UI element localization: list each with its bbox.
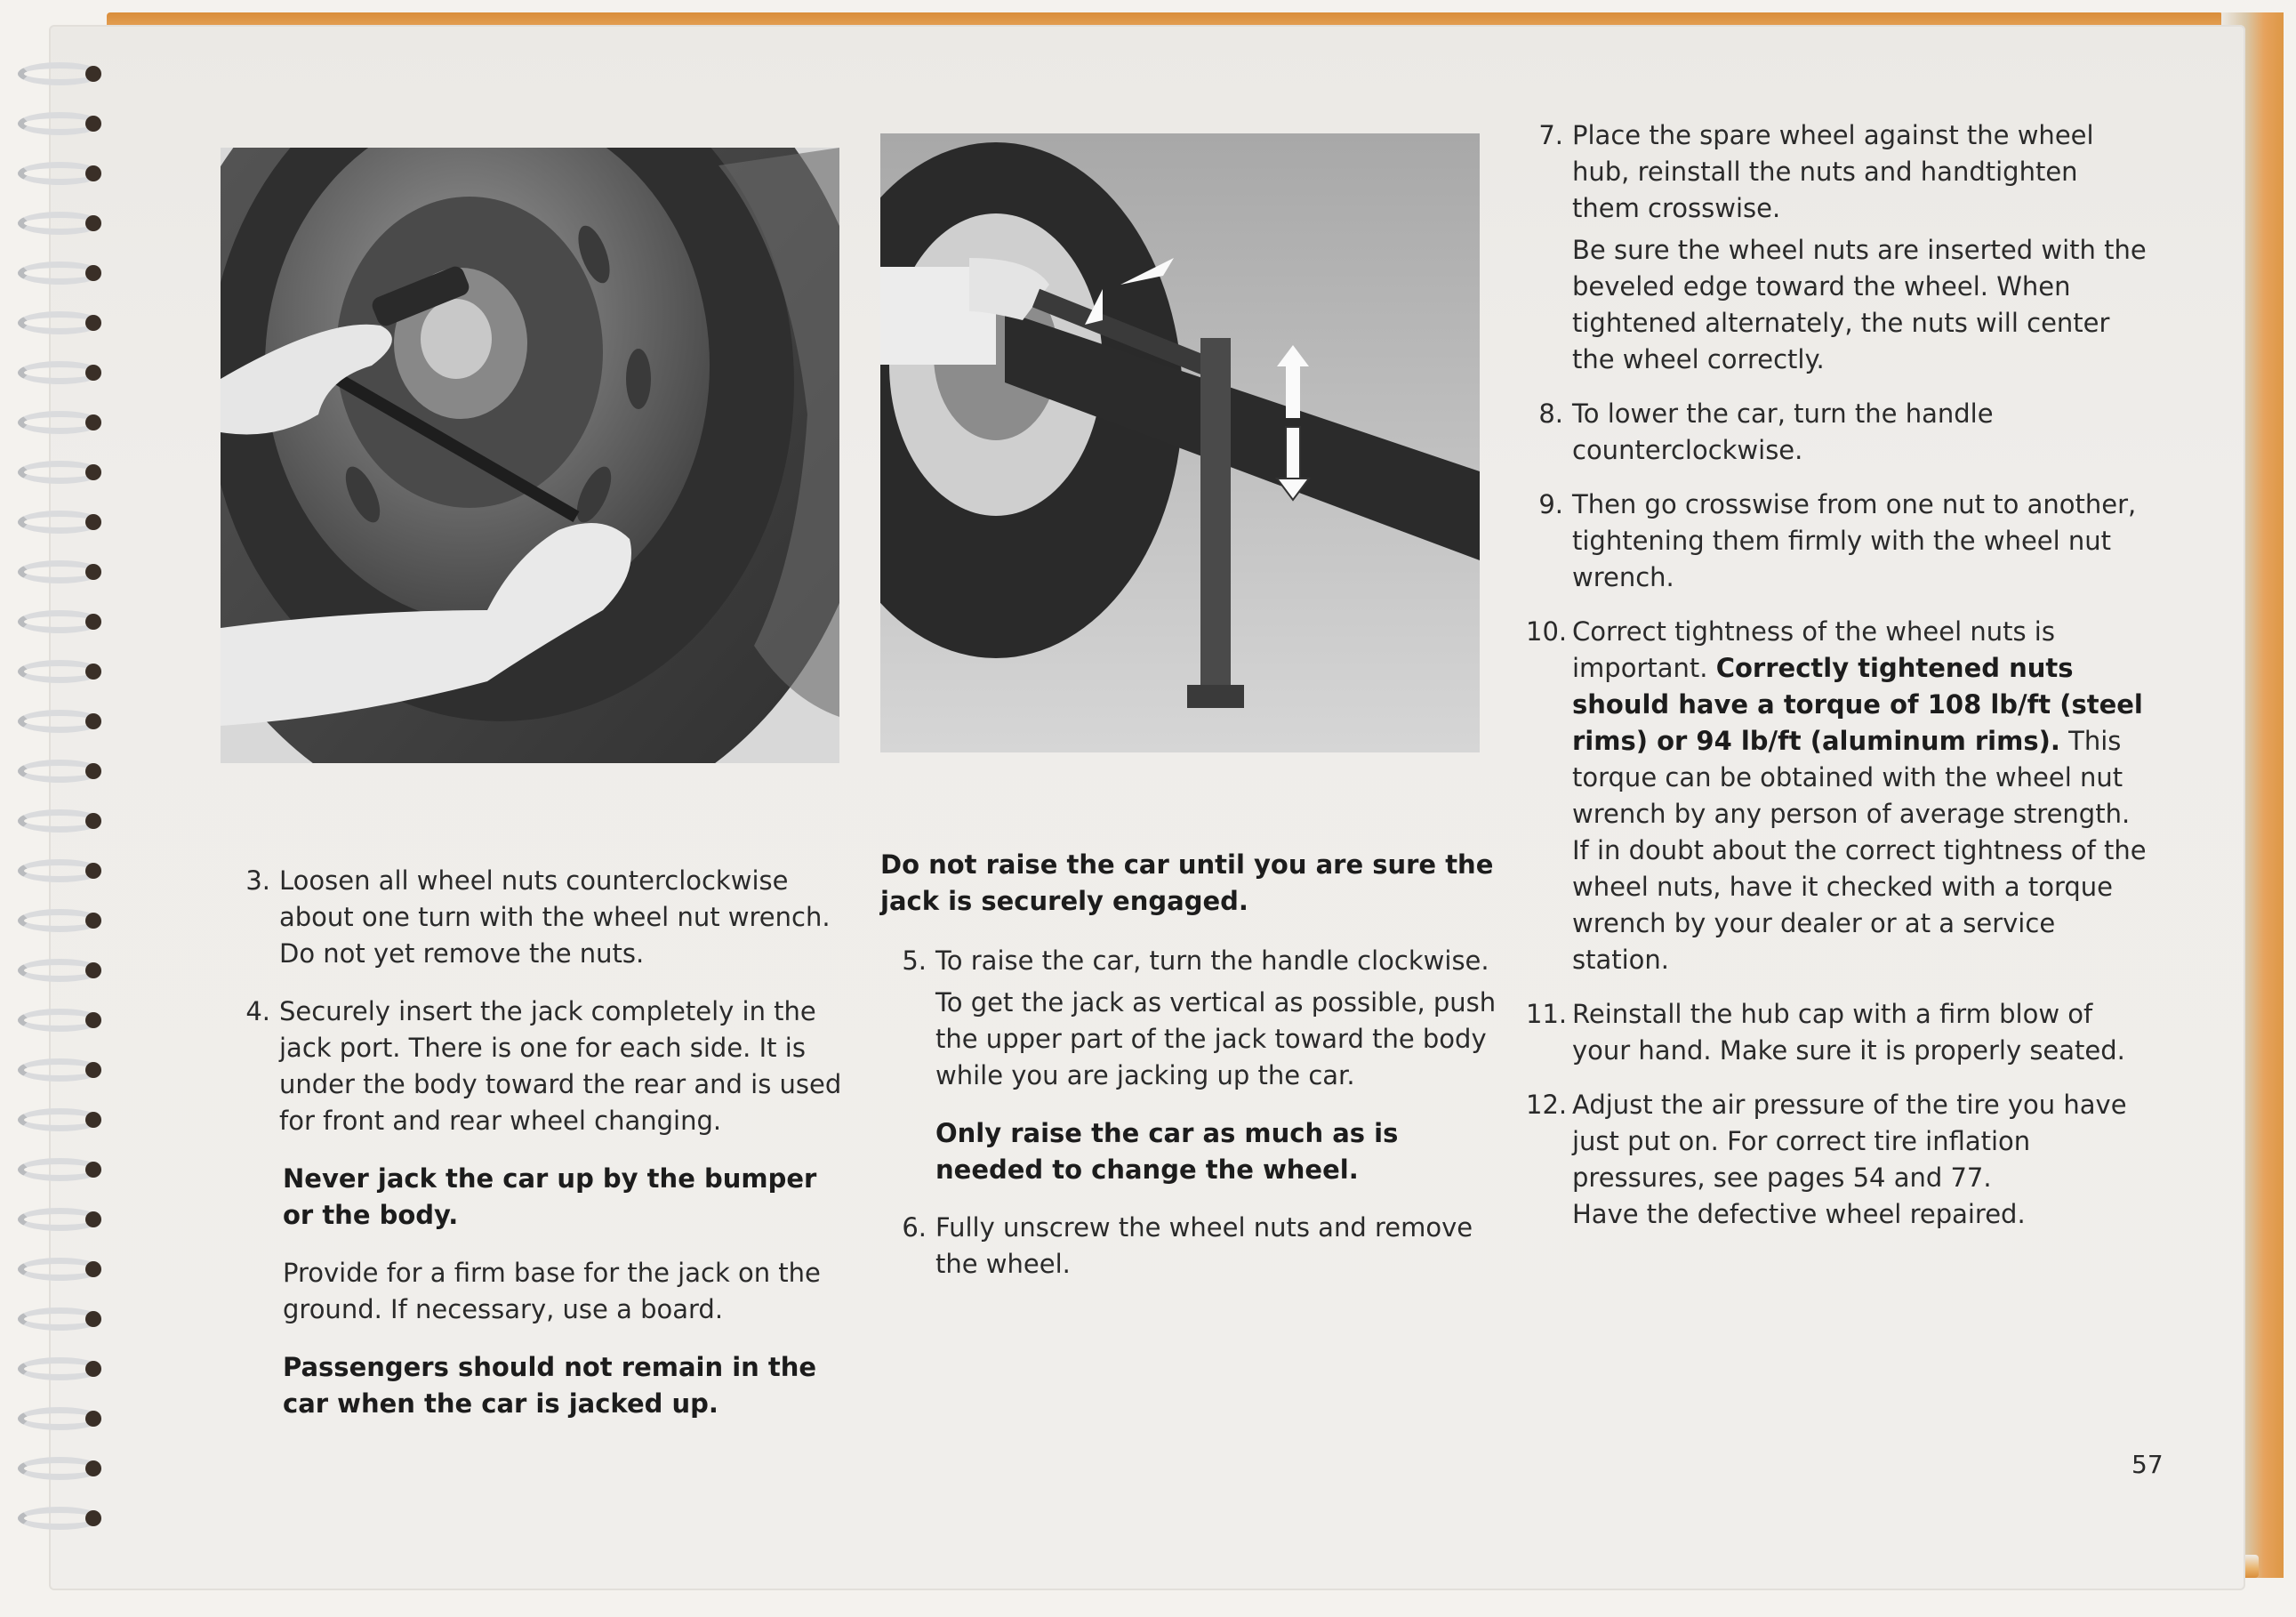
step-8 [1526,396,2148,469]
binding-hole [85,265,101,281]
binding-hole [85,1411,101,1427]
step-text: Fully unscrew the wheel nuts and remove the wheel. [935,1212,1473,1279]
step-text: Reinstall the hub cap with a firm blow of your hand. Make sure it is properly seated. [1572,999,2125,1066]
binding-hole [85,116,101,132]
binding-hole [85,813,101,829]
warning-bumper: Never jack the car up by the bumper or the body. [283,1163,817,1230]
photo-jack-handle [880,133,1480,752]
step-number: 8. [1538,398,1563,429]
binding-hole [85,315,101,331]
step-7 [1526,117,2148,227]
step-number: 9. [1538,489,1563,519]
binding-hole [85,1012,101,1028]
middle-column [880,847,1503,1283]
warning-passengers: Passengers should not remain in the car when the car is jacked up. [283,1352,817,1419]
binding-hole [85,215,101,231]
binding-hole [85,763,101,779]
binding-hole [85,664,101,680]
binding-hole [85,863,101,879]
step-12 [1526,1087,2148,1196]
binding-hole [85,1112,101,1128]
photo-jack-under-car [880,133,1480,752]
binding-hole [85,1162,101,1178]
binding-hole [85,1510,101,1526]
step-5 [889,943,1503,979]
step-number: 6. [902,1212,927,1243]
binding-hole [85,1311,101,1327]
binding-hole [85,1062,101,1078]
step-7-note: Be sure the wheel nuts are inserted with the beveled edge toward the wheel. When tightened alternately, the nuts will center the wheel correctly. [1572,235,2147,374]
binding-hole [85,1361,101,1377]
photo-wheel-wrench [221,148,839,763]
binding-hole [85,514,101,530]
left-column [233,863,855,1422]
binding-hole [85,1261,101,1277]
step-number: 10. [1526,616,1568,647]
binding-hole [85,614,101,630]
warning-engaged: Do not raise the car until you are sure the jack is securely engaged. [880,849,1494,916]
right-column [1526,117,2148,1233]
spiral-binding [0,62,124,1592]
step-number: 7. [1538,120,1563,150]
binding-hole [85,464,101,480]
photo-loosening-wheel-nuts [221,148,839,763]
binding-hole [85,414,101,430]
step-6 [889,1210,1503,1283]
step-number: 12. [1526,1090,1568,1120]
binding-hole [85,365,101,381]
binding-hole [85,165,101,181]
torque-spec: Correctly tightened nuts should have a torque of 108 lb/ft (steel rims) or 94 lb/ft (aluminum rims). [1572,653,2143,756]
binding-hole [85,913,101,929]
binding-hole [85,66,101,82]
step-text: Then go crosswise from one nut to another, tightening them firmly with the wheel nut wrench. [1572,489,2137,592]
step-text: To lower the car, turn the handle counterclockwise. [1572,398,1994,465]
step-11 [1526,996,2148,1069]
binding-hole [85,1211,101,1227]
step-text: Place the spare wheel against the wheel hub, reinstall the nuts and handtighten them crosswise. [1572,120,2094,223]
step-10-text-a: Correct tightness of the wheel nuts is important. [1572,616,2055,683]
step-number: 5. [902,945,927,976]
binding-hole [85,713,101,729]
binding-hole [85,962,101,978]
step-5-note: To get the jack as vertical as possible, push the upper part of the jack toward the body while you are jacking up the car. [935,987,1497,1090]
base-note: Provide for a firm base for the jack on the ground. If necessary, use a board. [283,1258,821,1324]
warning-raise: Only raise the car as much as is needed to change the wheel. [935,1118,1399,1185]
step-9 [1526,487,2148,596]
binding-hole [85,564,101,580]
step-3 [233,863,855,972]
step-10 [1526,614,2148,978]
step-number: 3. [245,865,270,896]
step-number: 11. [1526,999,1568,1029]
step-text: Adjust the air pressure of the tire you have just put on. For correct tire inflation pressures, see pages 54 and 77. [1572,1090,2127,1193]
step-text: To raise the car, turn the handle clockwise. [935,945,1489,976]
step-4 [233,994,855,1139]
step-number: 4. [245,996,270,1026]
step-text: Loosen all wheel nuts counterclockwise about one turn with the wheel nut wrench. Do not yet remove the nuts. [279,865,831,969]
step-10-text-b: This torque can be obtained with the wheel nut wrench by any person of average strength. If in doubt about the correct tightness of the wheel nuts, have it checked with a torque wrench by your dealer or at a service station. [1572,726,2147,975]
page-number: 57 [2131,1450,2164,1479]
step-12-note: Have the defective wheel repaired. [1572,1199,2026,1229]
binding-hole [85,1460,101,1476]
step-text: Securely insert the jack completely in the jack port. There is one for each side. It is under the body toward the rear and is used for front and rear wheel changing. [279,996,842,1136]
step-text [1572,614,2148,978]
